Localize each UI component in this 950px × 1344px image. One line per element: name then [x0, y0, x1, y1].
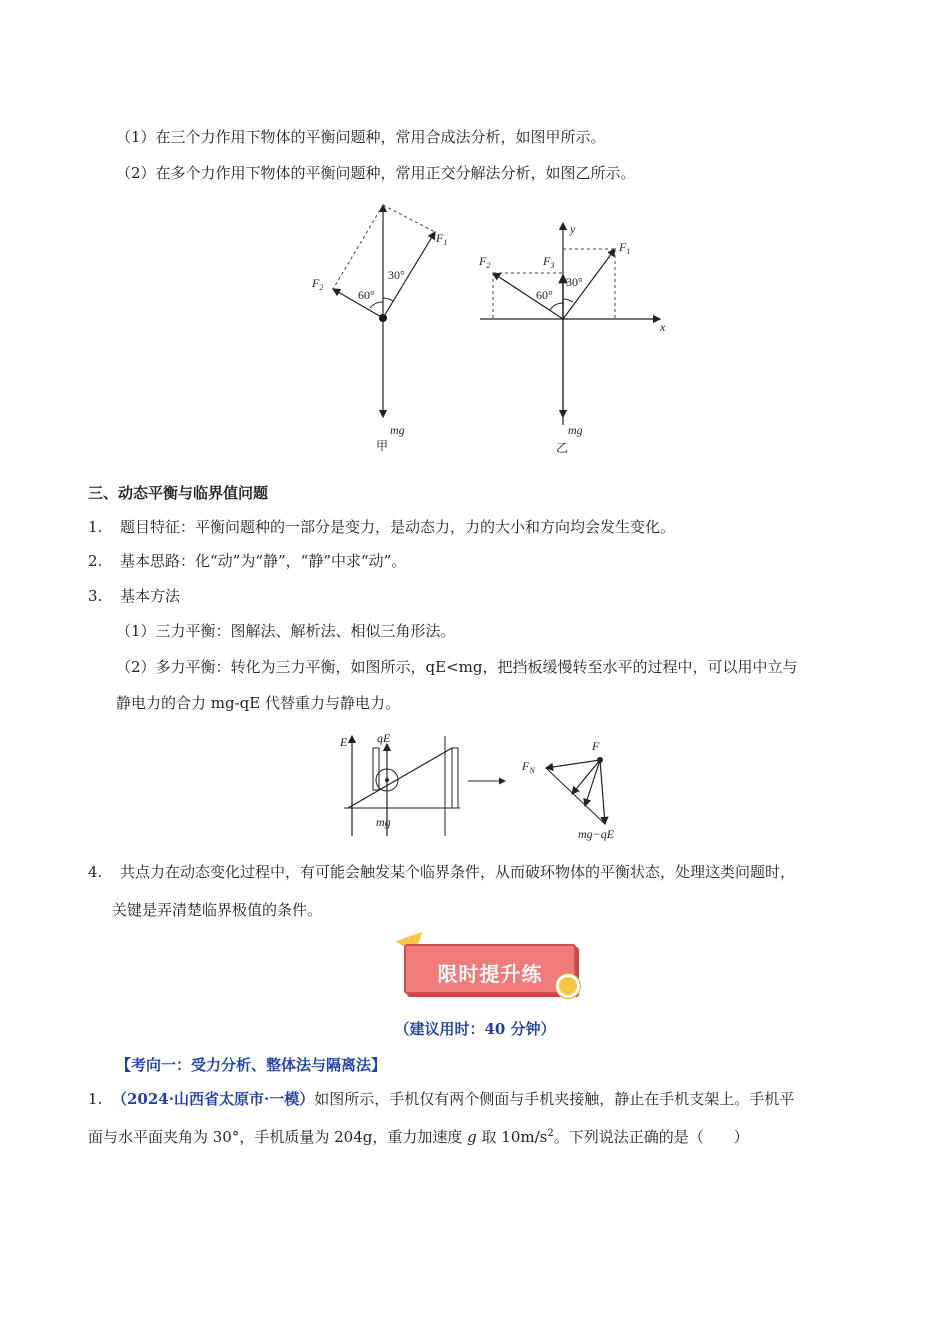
paragraph-orthogonal-method: （2）在多个力作用下物体的平衡问题种，常用正交分解法分析，如图乙所示。: [116, 164, 636, 182]
q1-source: （2024·山西省太原市·一模）: [112, 1090, 315, 1108]
angle-30-yi: 30°: [566, 275, 583, 289]
q1-superscript: 2: [547, 1128, 554, 1139]
banner-title: 限时提升练: [437, 962, 543, 986]
item4-line1: 共点力在动态变化过程中，有可能会触发某个临界条件，从而破环物体的平衡状态，处理这类问题时，: [120, 863, 796, 881]
suggested-time: （建议用时：40 分钟）: [394, 1020, 556, 1038]
practice-banner: [398, 936, 578, 998]
qe-label: qE: [377, 731, 391, 745]
mg-label-yi: mg: [568, 423, 583, 437]
mg-label-jia: mg: [390, 423, 405, 437]
q1-g-symbol: g: [467, 1128, 477, 1146]
direction1-heading: 【考向一：受力分析、整体法与隔离法】: [116, 1056, 387, 1074]
paragraph-composition-method: （1）在三个力作用下物体的平衡问题种，常用合成法分析，如图甲所示。: [116, 128, 606, 146]
section3-heading: 三、动态平衡与临界值问题: [88, 484, 269, 502]
fn-label: $F_N$: [522, 759, 535, 775]
caption-yi: 乙: [556, 441, 569, 455]
incline-setup: [339, 731, 460, 836]
item4-number: 4.: [88, 863, 103, 881]
item2-number: 2.: [88, 552, 103, 570]
item3-number: 3.: [88, 587, 103, 605]
f1-label-yi: $F_1$: [619, 240, 631, 256]
item1-text: 题目特征：平衡问题种的一部分是变力，是动态力，力的大小和方向均会发生变化。: [120, 518, 676, 536]
diagram-yi: [478, 222, 666, 455]
method1-text: （1）三力平衡：图解法、解析法、相似三角形法。: [116, 622, 456, 640]
method2-line2: 静电力的合力 mg-qE 代替重力与静电力。: [116, 694, 400, 712]
angle-60-yi: 60°: [536, 288, 553, 302]
item1-number: 1.: [88, 518, 103, 536]
caption-jia: 甲: [376, 439, 389, 453]
q1-text2c: 。下列说法正确的是（ ）: [553, 1128, 749, 1146]
banner-box: [404, 944, 576, 994]
y-axis-label: y: [570, 222, 576, 236]
x-axis-label: x: [660, 320, 666, 334]
angle-60-jia: 60°: [358, 288, 375, 302]
f1-label-jia: $F_1$: [436, 231, 448, 247]
f-label-triangle: F: [592, 739, 600, 753]
angle-30-jia: 30°: [388, 268, 405, 282]
mg-minus-qe-label: mg−qE: [578, 827, 615, 841]
force-triangle: [521, 739, 615, 841]
q1-text1: 如图所示，手机仅有两个侧面与手机夹接触，静止在手机支架上。手机平: [314, 1090, 795, 1108]
item4-line2: 关键是弄清楚临界极值的条件。: [112, 901, 323, 919]
q1-line2: [88, 1124, 749, 1147]
f3-label-yi: $F_3$: [543, 254, 555, 270]
q1-line1: [112, 1089, 794, 1109]
method2-line1: （2）多力平衡：转化为三力平衡，如图所示，qE<mg，把挡板缓慢转至水平的过程中，可以用中立与: [116, 658, 798, 676]
mg-label-incline: mg: [376, 815, 391, 829]
dynamic-balance-figure: [330, 728, 650, 843]
e-field-label: E: [340, 735, 348, 749]
diagram-jia: [311, 205, 447, 453]
f2-label-jia: $F_2$: [312, 276, 324, 292]
q1-number: 1.: [88, 1090, 103, 1108]
item2-text: 基本思路：化“动”为“静”，“静”中求“动”。: [120, 552, 407, 570]
f2-label-yi: $F_2$: [479, 254, 491, 270]
q1-text2b: 取 10m/s: [476, 1128, 548, 1146]
force-diagrams-figure: [300, 195, 680, 460]
item3-text: 基本方法: [120, 587, 181, 605]
q1-text2a: 面与水平面夹角为 30°，手机质量为 204g，重力加速度: [88, 1128, 468, 1146]
banner-circle-icon: [556, 974, 580, 998]
